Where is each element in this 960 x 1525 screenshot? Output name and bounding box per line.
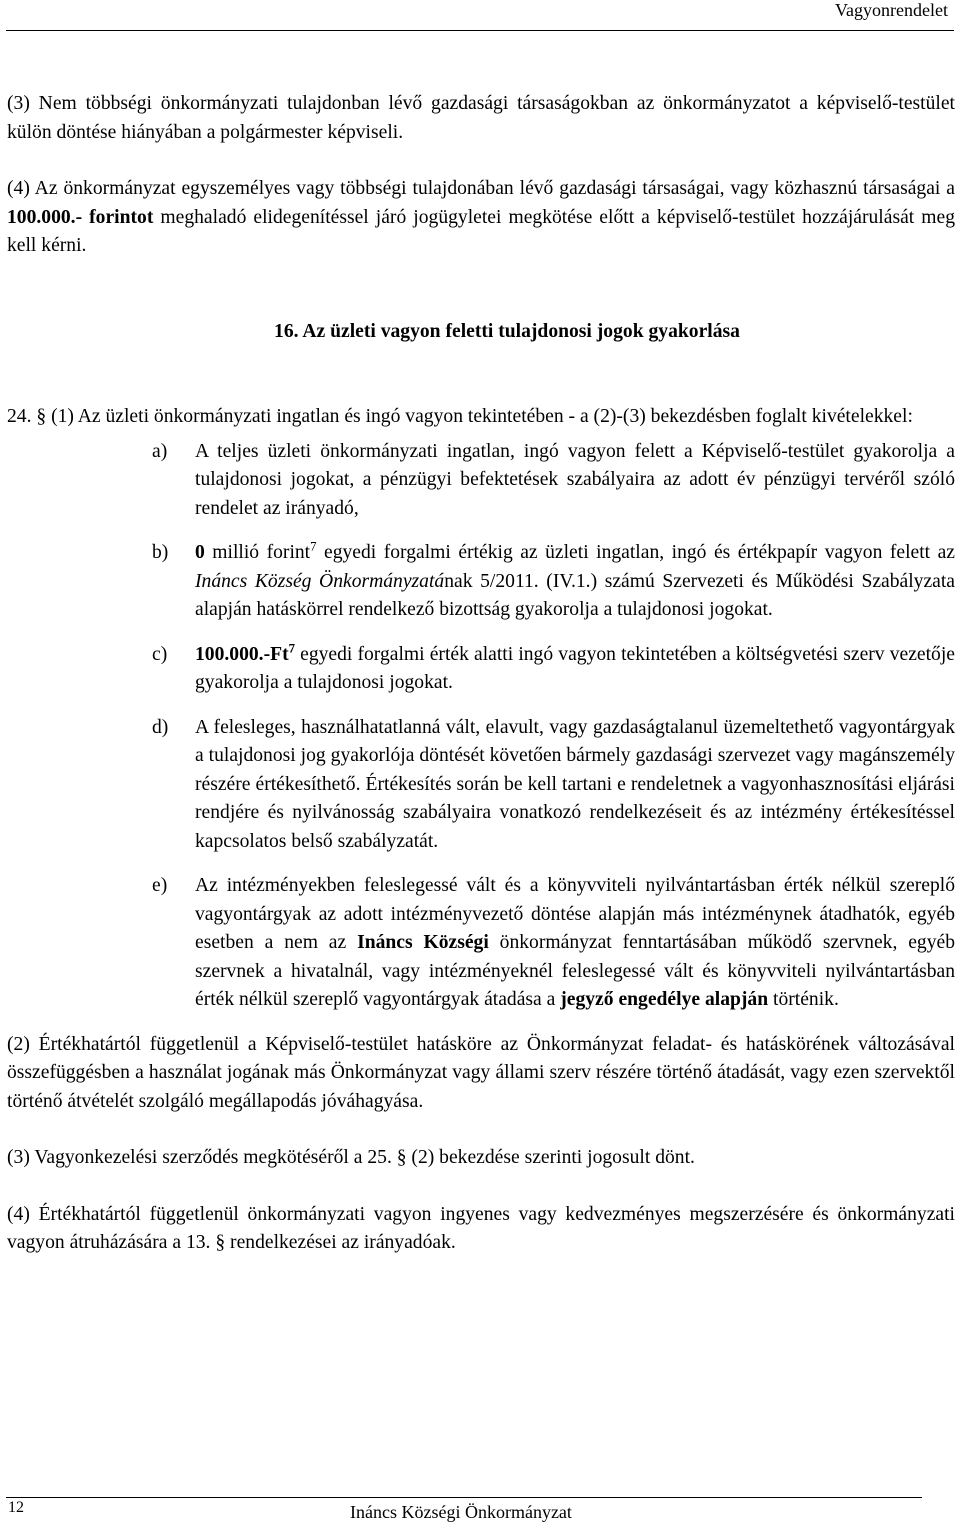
list-text (195, 641, 955, 698)
list-text: A felesleges, használhatatlanná vált, elavult, vagy gazdaságtalanul üzemeltethető vagyontárgyak a tulajdonosi jog gyakorlója döntését követően bármely gazdasági szervezet vagy magánszemély részére értékesíthető. Értékesítés során be kell tartani e rendeletnek a vagyonhasznosítási eljárási rendjére és nyilvánosság szabályaira vonatkozó rendelkezéseit és az intézmény értékesítéssel kapcsolatos belső szabályzatát. (195, 716, 955, 852)
section-heading: 16. Az üzleti vagyon feletti tulajdonosi jogok gyakorlása (274, 320, 740, 342)
list-text (195, 539, 955, 625)
running-header: Vagyonrendelet (835, 0, 948, 20)
exceptions-list (7, 438, 955, 1015)
p4-text-b: meghaladó elidegenítéssel járó jogügyletei megkötése előtt a képviselő-testület hozzájárulását meg kell kérni. (7, 206, 955, 256)
document-body (7, 90, 955, 1258)
page-number: 12 (8, 1499, 24, 1516)
list-text: A teljes üzleti önkormányzati ingatlan, ingó vagyon felett a Képviselő-testület gyakorolja a tulajdonosi jogokat, a pénzügyi befektetések szabályaira az adott év pénzügyi tervéről szóló rendelet az irányadó, (195, 440, 955, 519)
paragraph-3-intro: (3) Nem többségi önkormányzati tulajdonban lévő gazdasági társaságokban az önkormányzatot a képviselő-testület külön döntése hiányában a polgármester képviseli. (7, 93, 955, 143)
list-label: e) (152, 875, 168, 896)
list-label: b) (152, 542, 169, 563)
paragraph-2: (2) Értékhatártól függetlenül a Képviselő-testület hatásköre az Önkormányzat feladat- és hatáskörének változásával összefüggésben a használat jogának más Önkormányzat vagy állami szerv részére történő átadását, vagy ezen szervektől történő átvételét szolgáló megállapodás jóváhagyása. (7, 1033, 955, 1112)
paragraph-4: (4) Értékhatártól függetlenül önkormányzati vagyon ingyenes vagy kedvezményes megszerzésére és önkormányzati vagyon átruházására a 13. § rendelkezései az irányadóak. (7, 1203, 955, 1253)
p4-amount: 100.000.- forintot (7, 206, 154, 228)
text-part: egyedi forgalmi értékig az üzleti ingatlan, ingó és értékpapír vagyon felett az (316, 542, 956, 563)
italic-name: Ináncs Község Önkormányzatá (195, 570, 445, 592)
list-item-e (152, 872, 955, 1015)
footnote-ref: 7 (310, 539, 317, 554)
text-part: Az intézményekben feleslegessé vált és a könyvviteli nyilvántartásban érték nélkül szereplő vagyontárgyak az adott intézményvezető döntése alapján más intézménynek átadhatók, egyéb esetben a nem az (195, 875, 955, 953)
amount-value: 100.000.-Ft (195, 643, 289, 665)
footnote-ref: 7 (288, 640, 295, 655)
list-item-d (152, 714, 955, 857)
text-part: önkormányzat fenntartásában működő szervnek, egyéb szervnek a hivatalnál, vagy intézményeknél feleslegessé vált és könyvviteli nyilvántartásban érték nélkül szereplő vagyontárgyak átadása a (195, 932, 956, 1010)
list-text (195, 872, 955, 1015)
amount (195, 640, 295, 665)
list-label: d) (152, 716, 169, 738)
paragraph-4-intro (7, 175, 955, 261)
text-part: egyedi forgalmi érték alatti ingó vagyon tekintetében a költségvetési szerv vezetője gyakorolja a tulajdonosi jogokat. (195, 643, 955, 693)
footer-organization: Ináncs Községi Önkormányzat (350, 1502, 572, 1522)
paragraph-3: (3) Vagyonkezelési szerződés megkötéséről a 25. § (2) bekezdése szerinti jogosult dönt. (7, 1147, 695, 1168)
list-item-c (152, 641, 955, 698)
text-part: millió forint (204, 542, 311, 563)
amount: 0 (195, 542, 205, 563)
p4-text-a: (4) Az önkormányzat egyszemélyes vagy többségi tulajdonában lévő gazdasági társaságai, vagy közhasznú társaságai a (7, 178, 955, 199)
list-item-a (152, 438, 955, 524)
footer-rule (6, 1497, 922, 1498)
section-24-intro: 24. § (1) Az üzleti önkormányzati ingatlan és ingó vagyon tekintetében - a (2)-(3) bekezdésben foglalt kivételekkel: (7, 406, 913, 427)
list-label: a) (152, 440, 168, 462)
text-part: történik. (768, 989, 839, 1010)
list-item-b (152, 539, 955, 625)
bold-name: Ináncs Községi (357, 932, 489, 953)
list-label: c) (152, 643, 168, 665)
bold-phrase: jegyző engedélye alapján (560, 989, 769, 1010)
header-rule (6, 30, 954, 31)
text-part: nak 5/2011. (IV.1.) számú Szervezeti és Működési Szabályzata alapján hatáskörrel rendelkező bizottság gyakorolja a tulajdonosi jogokat. (195, 570, 955, 620)
